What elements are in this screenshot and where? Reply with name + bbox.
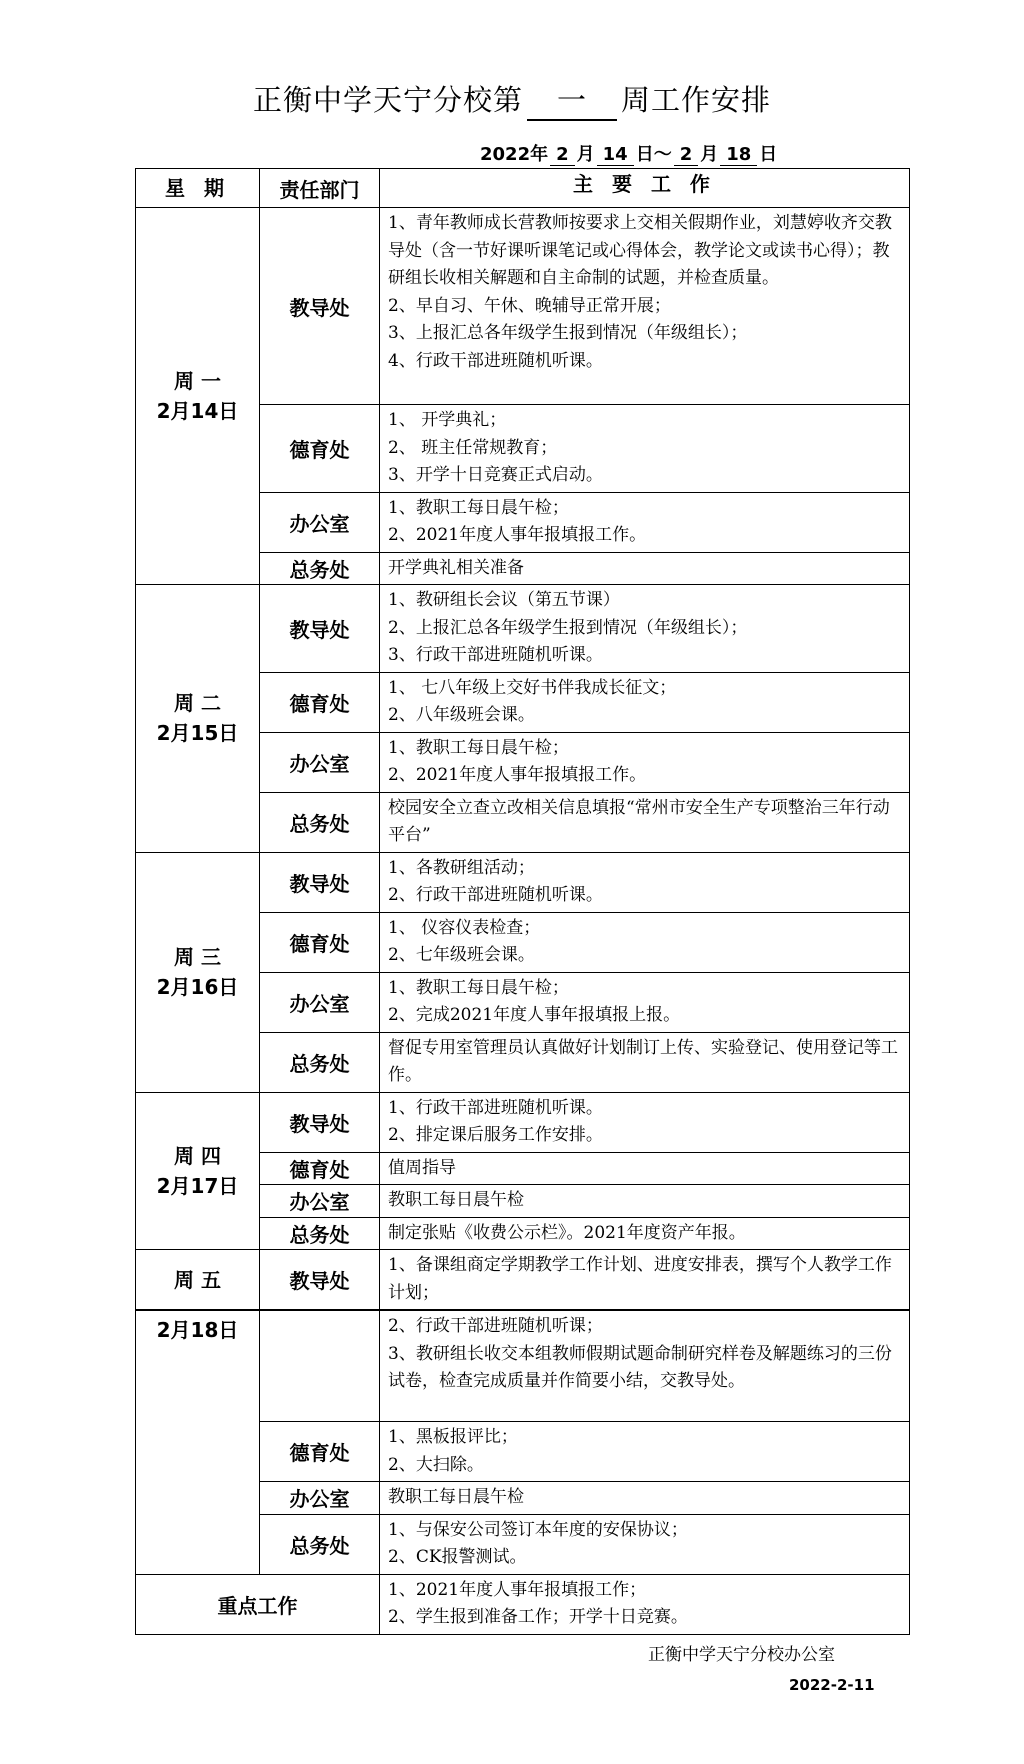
table-row — [136, 208, 910, 405]
work-cell: 1、 仪容仪表检查； 2、七年级班会课。 — [380, 912, 910, 972]
dept-cell: 德育处 — [260, 1152, 380, 1185]
dept-cell: 教导处 — [260, 1092, 380, 1152]
work-cell: 值周指导 — [380, 1152, 910, 1185]
week-number: 一 — [527, 78, 617, 121]
table-row — [136, 1311, 910, 1422]
day-cell-wednesday: 周 三 2月16日 — [136, 852, 260, 1092]
dept-cell: 教导处 — [260, 585, 380, 673]
work-cell: 2、行政干部进班随机听课； 3、教研组长收交本组教师假期试题命制研究样卷及解题练习的三份试卷，检查完成质量并作简要小结，交教导处。 — [380, 1311, 910, 1422]
work-cell: 校园安全立查立改相关信息填报“常州市安全生产专项整治三年行动平台” — [380, 792, 910, 852]
dept-cell: 办公室 — [260, 492, 380, 552]
work-cell: 1、与保安公司签订本年度的安保协议； 2、CK报警测试。 — [380, 1514, 910, 1574]
focus-label: 重点工作 — [136, 1574, 380, 1634]
dept-cell: 办公室 — [260, 1185, 380, 1218]
dept-cell: 总务处 — [260, 1032, 380, 1092]
work-cell: 1、 七八年级上交好书伴我成长征文； 2、八年级班会课。 — [380, 672, 910, 732]
page-title: 正衡中学天宁分校第 一 周工作安排 — [0, 78, 1024, 121]
dept-cell: 办公室 — [260, 1482, 380, 1515]
table-row — [136, 1250, 910, 1310]
header-day: 星 期 — [136, 169, 260, 208]
table-row — [136, 585, 910, 673]
work-cell: 1、 开学典礼； 2、 班主任常规教育； 3、开学十日竞赛正式启动。 — [380, 405, 910, 493]
work-cell: 1、备课组商定学期教学工作计划、进度安排表，撰写个人教学工作计划； — [380, 1250, 910, 1310]
dept-cell: 德育处 — [260, 912, 380, 972]
work-cell: 1、青年教师成长营教师按要求上交相关假期作业，刘慧婷收齐交教导处（含一节好课听课笔记或心得体会，教学论文或读书心得）；教研组长收相关解题和自主命制的试题，并检查质量。 2、早自习、午休、晚辅导正常开展； 3、上报汇总各年级学生报到情况（年级组长）； 4、行政干部进班随机听课。 — [380, 208, 910, 405]
dept-cell: 办公室 — [260, 972, 380, 1032]
work-cell: 1、行政干部进班随机听课。 2、排定课后服务工作安排。 — [380, 1092, 910, 1152]
day-cell-thursday: 周 四 2月17日 — [136, 1092, 260, 1250]
dept-cell: 教导处 — [260, 1250, 380, 1310]
table-row — [136, 852, 910, 912]
schedule-table — [135, 168, 910, 1310]
dept-cell: 教导处 — [260, 208, 380, 405]
work-cell: 教职工每日晨午检 — [380, 1185, 910, 1218]
dept-cell: 教导处 — [260, 852, 380, 912]
footer-date: 2022-2-11 — [789, 1676, 875, 1694]
dept-cell: 德育处 — [260, 1422, 380, 1482]
work-cell: 教职工每日晨午检 — [380, 1482, 910, 1515]
dept-cell: 总务处 — [260, 1514, 380, 1574]
day-cell-tuesday: 周 二 2月15日 — [136, 585, 260, 853]
dept-cell: 总务处 — [260, 792, 380, 852]
work-cell: 1、黑板报评比； 2、大扫除。 — [380, 1422, 910, 1482]
work-cell: 督促专用室管理员认真做好计划制订上传、实验登记、使用登记等工作。 — [380, 1032, 910, 1092]
header-dept: 责任部门 — [260, 169, 380, 208]
header-row — [136, 169, 910, 208]
work-cell: 制定张贴《收费公示栏》。2021年度资产年报。 — [380, 1217, 910, 1250]
work-cell: 开学典礼相关准备 — [380, 552, 910, 585]
dept-cell: 办公室 — [260, 732, 380, 792]
dept-cell: 德育处 — [260, 672, 380, 732]
schedule-table-continued — [135, 1310, 910, 1635]
day-cell-friday-date: 2月18日 — [136, 1311, 260, 1575]
table-row — [136, 1574, 910, 1634]
dept-cell: 德育处 — [260, 405, 380, 493]
work-cell: 1、教职工每日晨午检； 2、完成2021年度人事年报填报上报。 — [380, 972, 910, 1032]
day-cell-friday: 周 五 — [136, 1250, 260, 1310]
work-cell: 1、教研组长会议（第五节课） 2、上报汇总各年级学生报到情况（年级组长）； 3、行政干部进班随机听课。 — [380, 585, 910, 673]
work-cell: 1、教职工每日晨午检； 2、2021年度人事年报填报工作。 — [380, 492, 910, 552]
focus-work-cell: 1、2021年度人事年报填报工作； 2、学生报到准备工作；开学十日竞赛。 — [380, 1574, 910, 1634]
header-work: 主 要 工 作 — [380, 169, 910, 208]
dept-cell — [260, 1311, 380, 1422]
day-cell-monday: 周 一 2月14日 — [136, 208, 260, 585]
dept-cell: 总务处 — [260, 552, 380, 585]
work-cell: 1、教职工每日晨午检； 2、2021年度人事年报填报工作。 — [380, 732, 910, 792]
table-row — [136, 1092, 910, 1152]
dept-cell: 总务处 — [260, 1217, 380, 1250]
work-cell: 1、各教研组活动； 2、行政干部进班随机听课。 — [380, 852, 910, 912]
date-range: 2022年 2 月 14 日～ 2 月 18 日 — [480, 144, 778, 165]
footer-organization: 正衡中学天宁分校办公室 — [648, 1645, 835, 1665]
